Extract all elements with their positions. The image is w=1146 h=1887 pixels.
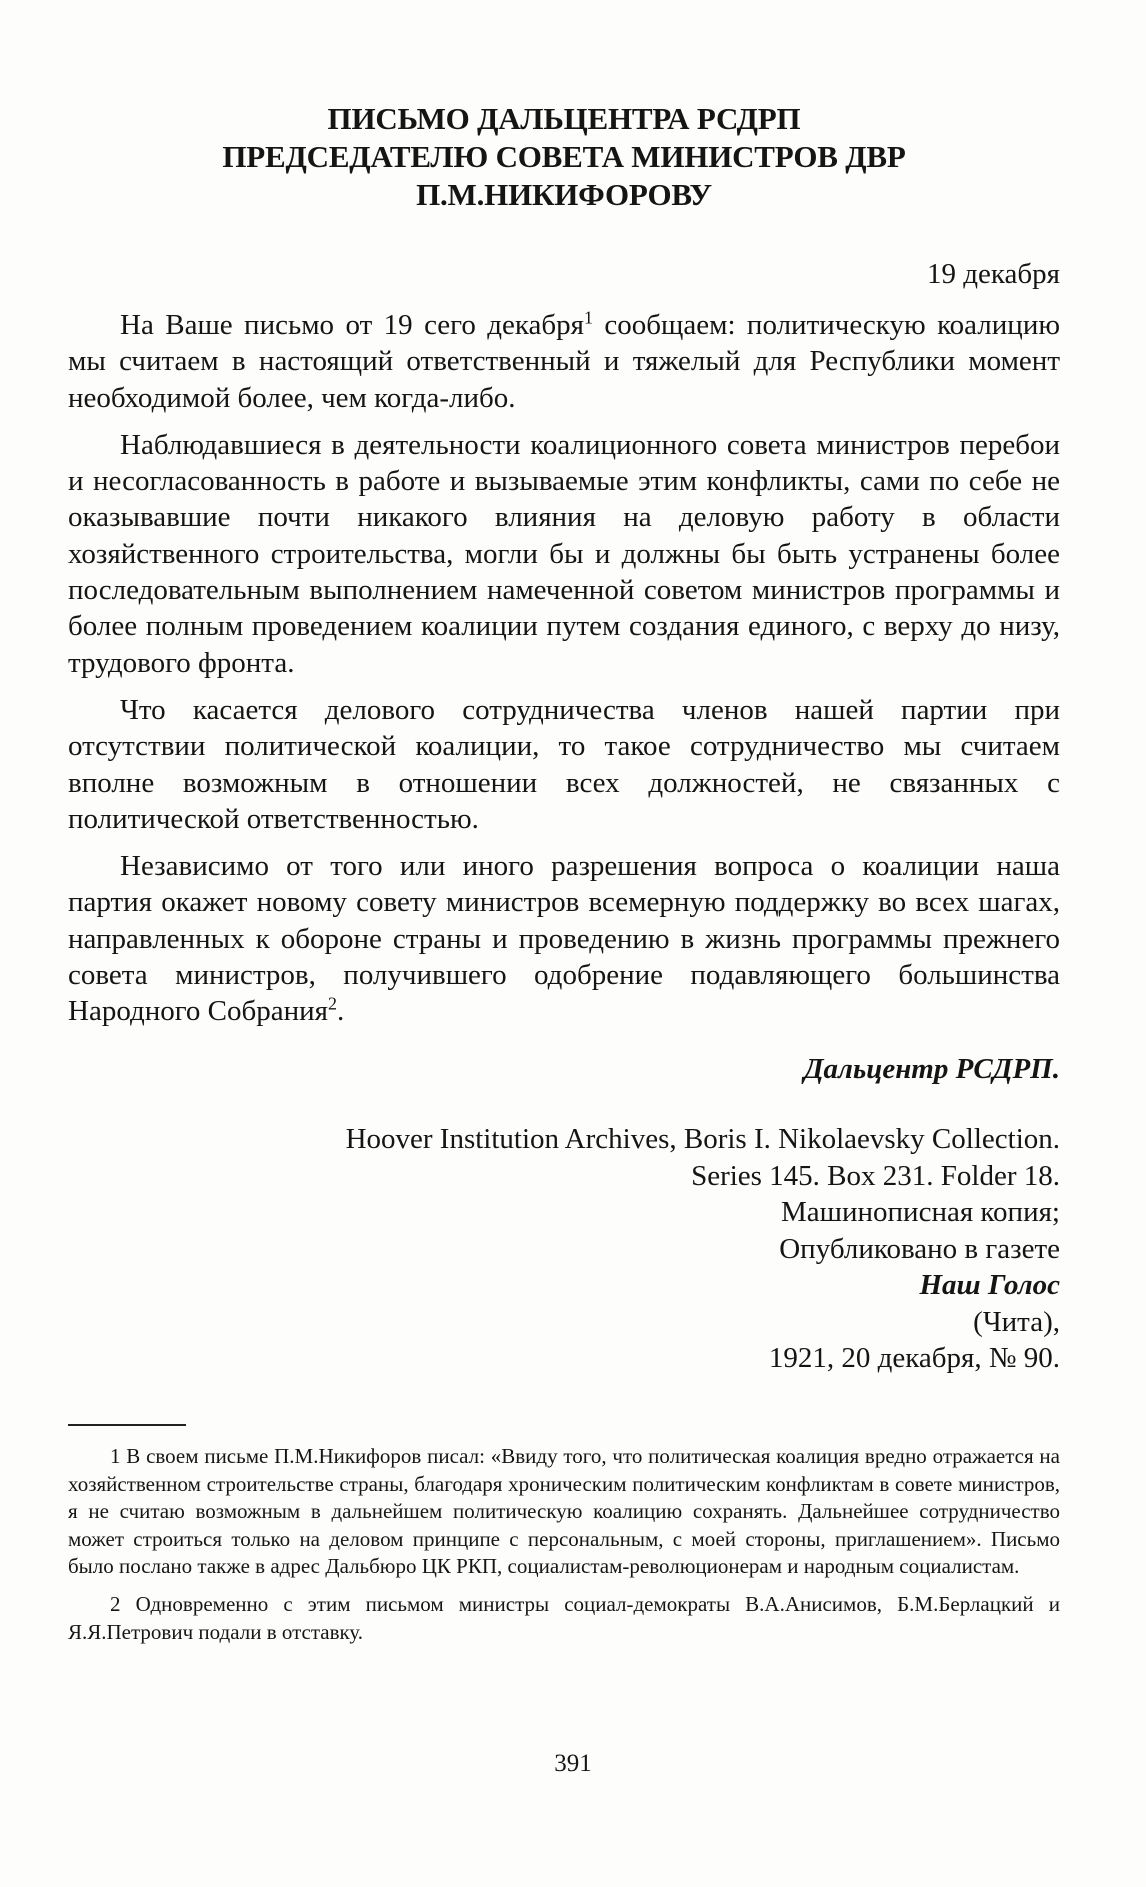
source-line: Машинописная копия; <box>781 1196 1060 1228</box>
source-line: Hoover Institution Archives, Boris I. Nikolaevsky Collection. <box>345 1123 1060 1155</box>
footnote-divider <box>68 1424 186 1426</box>
body-paragraph <box>68 848 1060 1029</box>
footnotes <box>68 1443 1060 1656</box>
body-paragraph: Наблюдавшиеся в деятельности коалиционного совета министров перебои и несогласованность в работе и вызываемые этим конфликты, сами по себе не оказывавшие почти никакого влияния на деловую работу в области хозяйственного строительства, могли бы и должны бы быть устранены более последовательным выполнением намеченной советом министров программы и более полным проведением коалиции путем создания единого, с верху до низу, трудового фронта. <box>68 428 1060 679</box>
footnote-number: 1 <box>110 1444 121 1468</box>
source-line: 1921, 20 декабря, № 90. <box>768 1342 1060 1374</box>
source-text: (Чита), <box>973 1305 1060 1338</box>
document-title <box>68 100 1060 214</box>
paragraph-text: Независимо от того или иного разрешения вопроса о коалиции наша партия окажет новому совету министров всемерную поддержку во всех шагах, направленных к обороне страны и проведению в жизнь программы прежнего совета министров, получившего одобрение подавляющего большинства Народного Собрания <box>68 850 1060 1028</box>
body-paragraph: Что касается делового сотрудничества членов нашей партии при отсутствии политической коалиции, то такое сотрудничество мы считаем вполне возможным в отношении всех должностей, не связанных с политической ответственностью. <box>68 693 1060 835</box>
footnote-ref: 1 <box>584 307 593 328</box>
letter-body <box>68 307 1060 1041</box>
body-paragraph <box>68 307 1060 416</box>
source-text: Опубликовано в газете <box>779 1232 1060 1265</box>
footnote-text: В своем письме П.М.Никифоров писал: «Ввиду того, что политическая коалиция вредно отражается на хозяйственном строительстве страны, благодаря хроническим политическим конфликтам в совете министров, я не считаю возможным в дальнейшем политическую коалицию сохранять. Дальнейшее сотрудничество может строиться только на деловом принципе с персональным, с моей стороны, приглашением». Письмо было послано также в адрес Дальбюро ЦК РКП, социалистам-революционерам и народным социалистам. <box>68 1444 1060 1579</box>
paragraph-text: сообщаем: политическую коалицию мы считаем в настоящий ответственный и тяжелый для Республики момент необходимой более, чем когда-либо. <box>68 309 1061 414</box>
title-line: П.М.НИКИФОРОВУ <box>416 177 712 212</box>
footnote <box>68 1591 1060 1646</box>
paragraph-text: . <box>337 995 345 1028</box>
source-citation <box>68 1121 1060 1377</box>
source-line <box>68 1231 1060 1341</box>
title-line: ПИСЬМО ДАЛЬЦЕНТРА РСДРП <box>327 101 801 136</box>
page-number: 391 <box>554 1750 592 1777</box>
source-line: Series 145. Box 231. Folder 18. <box>691 1159 1060 1192</box>
footnote-ref: 2 <box>328 993 338 1014</box>
footnote <box>68 1443 1060 1581</box>
paragraph-text: На Ваше письмо от 19 сего декабря <box>120 309 585 341</box>
signature: Дальцентр РСДРП. <box>803 1053 1060 1085</box>
footnote-text: Одновременно с этим письмом министры социал-демократы В.А.Анисимов, Б.М.Берлацкий и Я.Я.Петрович подали в отставку. <box>68 1591 1060 1644</box>
letter-date: 19 декабря <box>927 258 1060 290</box>
newspaper-name: Наш Голос <box>919 1269 1060 1301</box>
title-line: ПРЕДСЕДАТЕЛЮ СОВЕТА МИНИСТРОВ ДВР <box>222 139 906 174</box>
footnote-number: 2 <box>110 1591 121 1616</box>
